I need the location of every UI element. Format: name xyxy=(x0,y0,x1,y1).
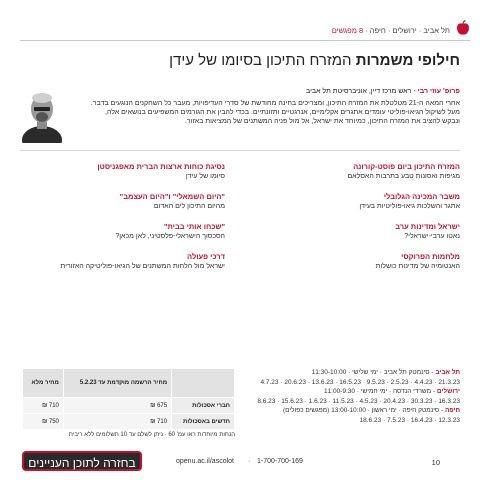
schedule-block xyxy=(255,368,460,425)
schedule-line xyxy=(255,387,460,397)
topic-subtitle: מהיום התיכון לים האדום xyxy=(153,203,225,210)
lecturer-name: פרופ' עוזי רבי xyxy=(417,88,460,95)
topic-item xyxy=(265,252,460,271)
schedule-text: 12.3.23 · 16.4.23 · 7.5.23 · 18.6.23 xyxy=(359,416,460,424)
topic-title: נסיגת כוחות ארצות הברית מאפגניסטן xyxy=(97,162,225,171)
topic-subtitle: נאטו ערבי-ישראלי? xyxy=(404,233,460,240)
topics-column-right xyxy=(265,162,460,282)
lecturer-role: - ראש מרכז דיין, אוניברסיטת תל אביב xyxy=(306,88,418,95)
footer-separator: · xyxy=(248,458,251,465)
course-title xyxy=(169,52,460,69)
price-row-label: חדשים באסכולות xyxy=(172,414,235,430)
header-divider xyxy=(20,40,470,41)
topic-subtitle: מגיפות ואסונות טבע בתרבות האסלאם xyxy=(347,173,460,180)
topic-item xyxy=(30,252,225,271)
schedule-dates xyxy=(255,378,460,388)
topic-subtitle: אתגר והשלכות גיאו-פוליטיות בעידן xyxy=(359,203,460,210)
topic-title: המזרח התיכון ביום פוסט-קורונה xyxy=(353,162,460,171)
schedule-text: - סינמטק תל אביב · ימי שלישי · 11:30-10:00 xyxy=(311,369,436,376)
schedule-line xyxy=(255,406,460,416)
lecturer-block xyxy=(90,87,460,126)
schedule-dates xyxy=(255,397,460,407)
price-row xyxy=(23,414,235,430)
lecturer-description: אחרי המאה ה-21 מטלטלת את המזרח התיכון, ומצריכים בחינה מחודשת של סדרי העדיפויות, מעבר כל השחקנים הנוגעים בדבר. מעל לשיקול הגיאו-פוליטי עומדים אתגרים אקלימיים, אנרגטיים ותזונתיים. בכדי להבין את הגורמים המשפיעים בנושאים אלה, ונבקש להציב את המזרח התיכון, כמיוחד את ישראל, אל מול פניה המשתנים של המציאות באזור. xyxy=(90,100,460,125)
price-header-blank xyxy=(172,369,235,398)
price-table-header xyxy=(23,369,235,398)
schedule-dates xyxy=(255,416,460,426)
price-full-value: 750 ₪ xyxy=(23,414,64,430)
topic-item xyxy=(265,222,460,241)
topic-title: "היום השמאלי" ו"היום העצמב" xyxy=(119,192,225,201)
price-row-label: חברי אסכולות xyxy=(172,398,235,414)
schedule-city: ירושלים xyxy=(436,388,460,395)
page-number: 10 xyxy=(431,458,440,467)
price-note: הנחות מיוחדות ראו עמ' 60 · ניתן לשלם עד 10 תשלומים ללא ריבית xyxy=(68,432,235,438)
price-early-value: 675 ₪ xyxy=(63,398,171,414)
topics-column-left xyxy=(30,162,225,282)
topic-title: משבר המכינה הגלובלי xyxy=(383,192,460,201)
topic-title: "שכחו אותי בבית" xyxy=(163,222,225,231)
price-early-value: 710 ₪ xyxy=(63,414,171,430)
header-location xyxy=(332,26,450,35)
price-row xyxy=(23,398,235,414)
schedule-line xyxy=(255,368,460,378)
back-to-contents-button[interactable]: בחזרה לתוכן העניינים xyxy=(22,451,142,471)
topic-subtitle: הסכסוך הישראלי-פלסטיני, לאן מכאן? xyxy=(115,233,225,240)
price-header-full: מחיר מלא xyxy=(23,369,64,398)
topic-item xyxy=(30,162,225,181)
topic-item xyxy=(30,192,225,211)
schedule-text: - סינמטק חיפה · ימי ראשון · 13:00-10:00 (מפגשים כפולים) xyxy=(282,407,445,414)
course-title-bold: חילופי משמרות xyxy=(355,52,460,69)
topic-title: ישראל ומדינות ערב xyxy=(395,222,460,231)
section-divider xyxy=(20,150,460,151)
apple-logo-icon xyxy=(456,20,470,36)
schedule-city: חיפה xyxy=(444,407,460,414)
footer-url-link[interactable]: openu.ac.il/ascolot xyxy=(176,458,234,465)
topic-item xyxy=(30,222,225,241)
topic-subtitle: האנטומיה של מדינות כושלות xyxy=(375,263,460,270)
price-table xyxy=(22,368,235,430)
topic-item xyxy=(265,192,460,211)
schedule-text: - משרדי הנדסה · ימי חמישי · 11:00-9:30 xyxy=(323,388,437,395)
price-header-early: מחיר הרשמה מוקדמת עד 5.2.23 xyxy=(63,369,171,398)
footer-phone[interactable]: 1-700-700-169 xyxy=(257,458,303,465)
topic-title: מלחמות הפרוקסי xyxy=(401,252,460,261)
topic-title: דרכי פעולה xyxy=(187,252,225,261)
header-cities: תל אביב · ירושלים · חיפה xyxy=(369,26,450,35)
topic-subtitle: ישראל מול הלחות המשתנים של הגיאו-פוליטיקה האזורית xyxy=(60,263,225,270)
schedule-text: 16.3.23 · 30.3.23 · 20.4.23 · 4.5.23 · 11.5.23 · 1.6.23 · 15.6.23 · 8.6.23 xyxy=(257,397,460,405)
price-full-value: 710 ₪ xyxy=(23,398,64,414)
schedule-text: 21.3.23 · 4.4.23 · 2.5.23 · 9.5.23 · 16.5.23 · 13.6.23 · 20.6.23 · 4.7.23 xyxy=(260,378,460,386)
schedule-city: תל אביב xyxy=(435,369,460,376)
header-session-count: · 8 מפגשים xyxy=(331,26,368,35)
lecturer-line xyxy=(90,87,460,96)
topic-subtitle: סיומו של עידן xyxy=(185,173,225,180)
course-title-rest: המזרח התיכון בסיומו של עידן xyxy=(169,52,356,69)
lecturer-photo xyxy=(20,85,65,143)
topic-item xyxy=(265,162,460,181)
